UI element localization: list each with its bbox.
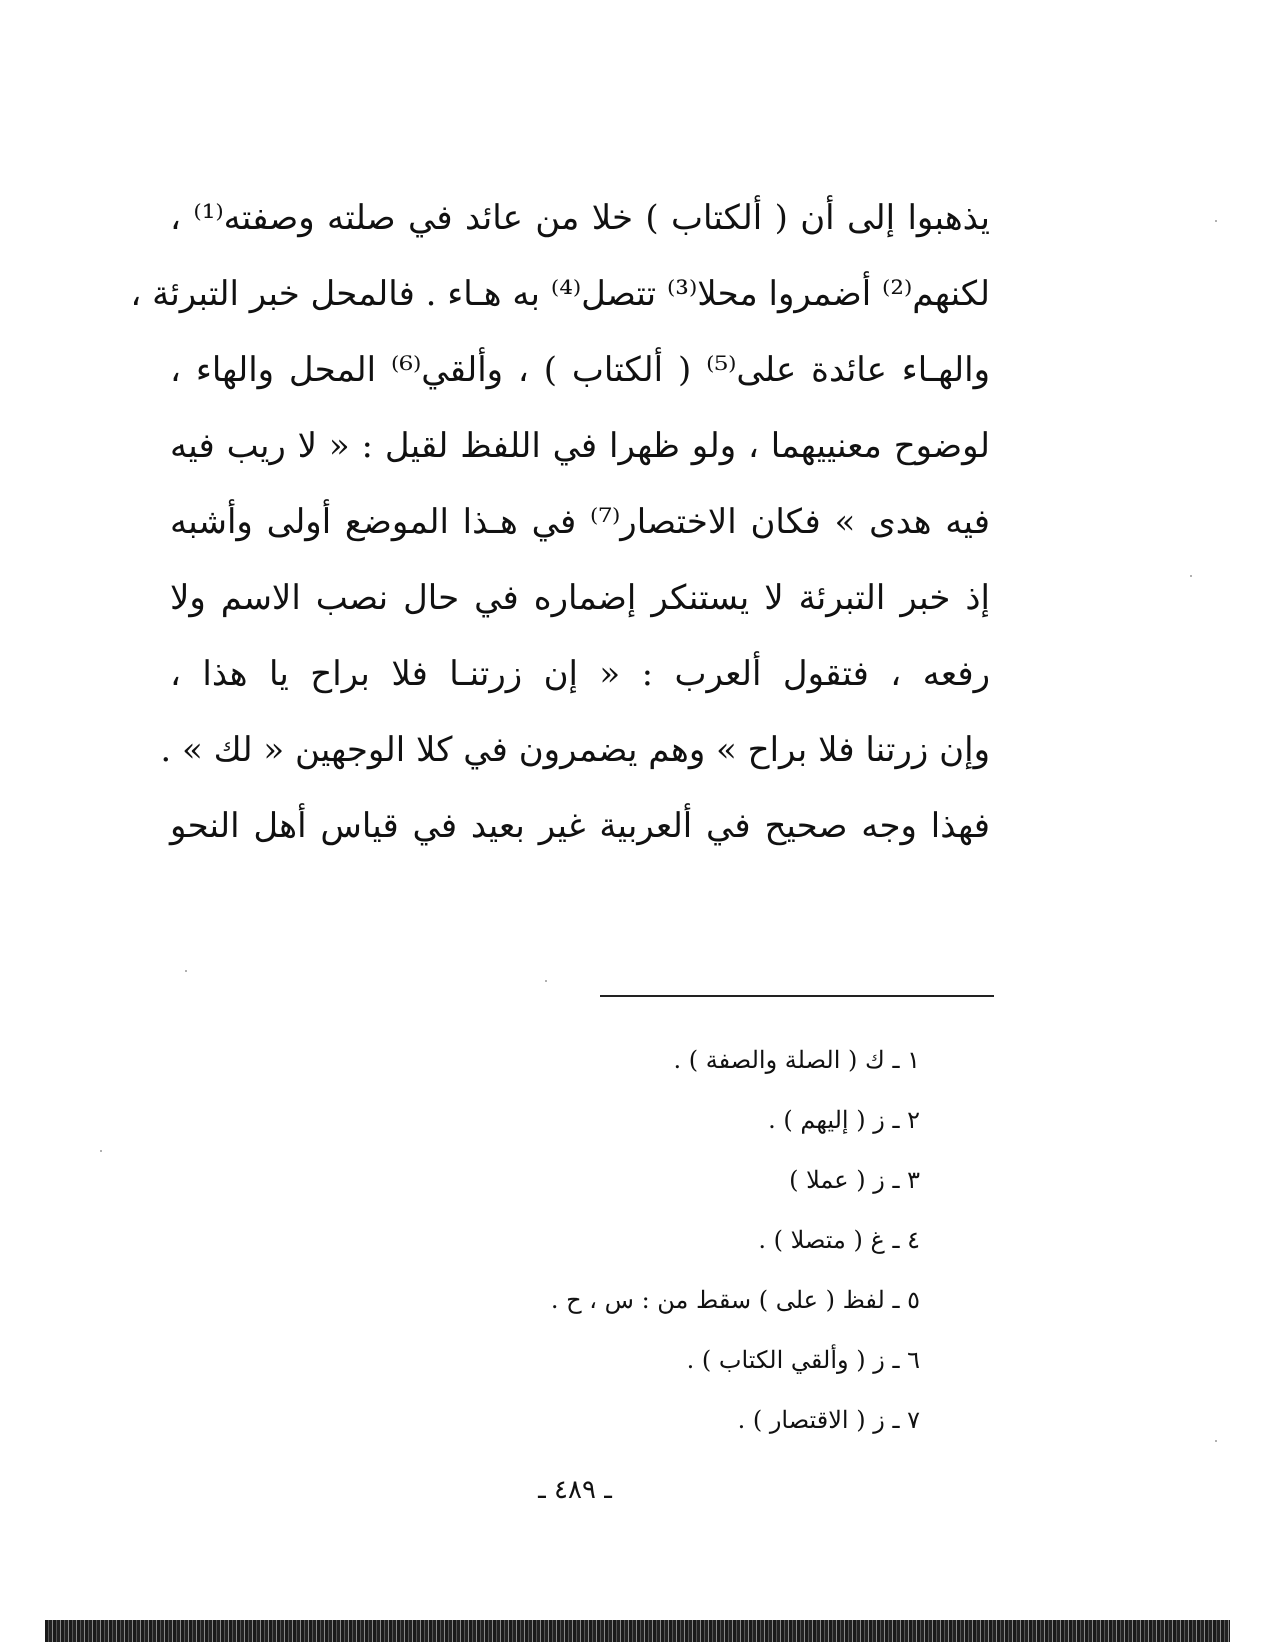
main-text — [130, 180, 991, 864]
text-line-6: إذ خبر التبرئة لا يستنكر إضماره في حال نصب الاسم ولا — [170, 578, 990, 618]
footnote-3: ٣ ـ ز ( عملا ) — [789, 1166, 920, 1194]
text-line-8: وإن زرتنا فلا براح » وهم يضمرون في كلا الوجهين « لك » . — [160, 730, 990, 770]
footnote-6: ٦ ـ ز ( وألقي الكتاب ) . — [686, 1346, 920, 1374]
text-line-3: والهـاء عائدة على⁽⁵⁾ ( ألكتاب ) ، وألقي⁽⁶⁾ المحل والهاء ، — [170, 350, 991, 390]
footnote-5: ٥ ـ لفظ ( على ) سقط من : س ، ح . — [550, 1286, 920, 1314]
scan-speck — [185, 970, 187, 972]
text-line-5: فيه هدى » فكان الاختصار⁽⁷⁾ في هـذا الموضع أولى وأشبه — [170, 502, 990, 542]
footnotes — [420, 1030, 920, 1450]
footnote-2: ٢ ـ ز ( إليهم ) . — [768, 1106, 920, 1134]
scan-speck — [1190, 575, 1192, 577]
scan-edge-band — [45, 1620, 1230, 1642]
text-line-2: لكنهم⁽²⁾ أضمروا محلا⁽³⁾ تتصل⁽⁴⁾ به هـاء . فالمحل خبر التبرئة ، — [130, 274, 990, 314]
scan-speck — [1215, 220, 1217, 222]
footnote-1: ١ ـ ك ( الصلة والصفة ) . — [673, 1046, 920, 1074]
text-line-7: رفعه ، فتقول ألعرب : « إن زرتنـا فلا براح يا هذا ، — [170, 654, 990, 694]
text-line-1: يذهبوا إلى أن ( ألكتاب ) خلا من عائد في صلته وصفته⁽¹⁾ ، — [170, 198, 990, 238]
footnote-4: ٤ ـ غ ( متصلا ) . — [758, 1226, 920, 1254]
scan-speck — [545, 980, 547, 982]
footnote-divider — [600, 995, 994, 997]
scan-speck — [100, 1150, 102, 1152]
footnote-7: ٧ ـ ز ( الاقتصار ) . — [737, 1406, 920, 1434]
page-number: ـ ٤٨٩ ـ — [538, 1475, 612, 1505]
scan-speck — [1215, 1440, 1217, 1442]
text-line-4: لوضوح معنييهما ، ولو ظهرا في اللفظ لقيل : « لا ريب فيه — [170, 426, 990, 466]
text-line-9: فهذا وجه صحيح في ألعربية غير بعيد في قياس أهل النحو — [170, 806, 990, 846]
